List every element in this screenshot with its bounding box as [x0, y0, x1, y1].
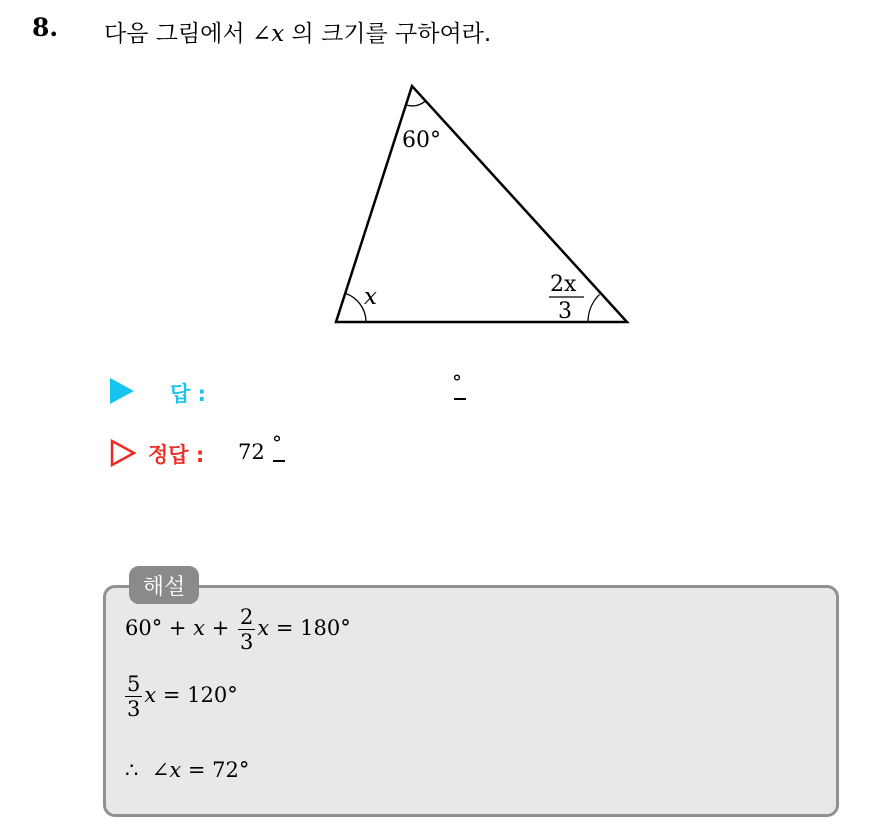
eq1-fraction: [238, 605, 255, 654]
eq1-x2: x: [257, 616, 270, 640]
triangle-shape: [336, 86, 627, 322]
top-angle-arc: [406, 101, 426, 106]
answer-underline: [454, 398, 466, 400]
left-angle-label: x: [364, 284, 377, 310]
eq1-denominator: 3: [239, 630, 254, 654]
correct-answer-unit: [272, 431, 282, 455]
eq1-numerator: 2: [239, 605, 254, 629]
eq2-denominator: 3: [127, 697, 141, 721]
eq2-right: = 120°: [156, 683, 238, 707]
eq3-therefore: ∴: [125, 758, 139, 782]
eq2-fraction: [125, 672, 142, 721]
solution-tab: 해설: [129, 566, 199, 604]
eq3-angle: ∠: [151, 758, 170, 782]
eq1-x: x: [193, 616, 206, 640]
eq1-plus: +: [205, 616, 236, 640]
left-angle-arc: [345, 293, 366, 322]
right-angle-numerator: 2x: [550, 272, 577, 297]
solution-equation-3: [125, 758, 249, 782]
correct-answer-value: 72: [238, 440, 265, 464]
question-variable: x: [271, 21, 285, 47]
answer-label: 답 :: [170, 382, 206, 406]
correct-underline: [273, 460, 285, 462]
outline-triangle-icon: [110, 439, 136, 467]
question-number: 8.: [32, 13, 59, 42]
eq3-x: x: [169, 758, 182, 782]
eq2-x: x: [144, 683, 157, 707]
answer-unit[interactable]: [452, 370, 462, 394]
solution-equation-2: [125, 672, 238, 721]
top-angle-label: 60°: [402, 128, 441, 153]
solution-equation-1: [125, 605, 351, 654]
eq1-left: 60° +: [125, 616, 194, 640]
right-angle-denominator: 3: [558, 299, 572, 324]
correct-unit-symbol: °: [272, 431, 282, 455]
question-text-before: 다음 그림에서: [104, 21, 252, 47]
answer-unit-symbol: °: [452, 370, 462, 394]
eq2-numerator: 5: [127, 672, 141, 696]
answer-row: [108, 370, 508, 408]
eq1-right: = 180°: [269, 616, 351, 640]
triangle-figure: [0, 0, 884, 360]
correct-answer-label: 정답 :: [148, 443, 205, 467]
correct-answer-row: [108, 431, 508, 471]
question-angle-symbol: ∠: [251, 21, 272, 47]
right-angle-arc: [588, 294, 600, 322]
play-triangle-icon: [110, 378, 134, 404]
question-text-after: 의 크기를 구하여라.: [284, 21, 492, 47]
solution-box: [103, 585, 839, 817]
eq3-right: = 72°: [181, 758, 250, 782]
